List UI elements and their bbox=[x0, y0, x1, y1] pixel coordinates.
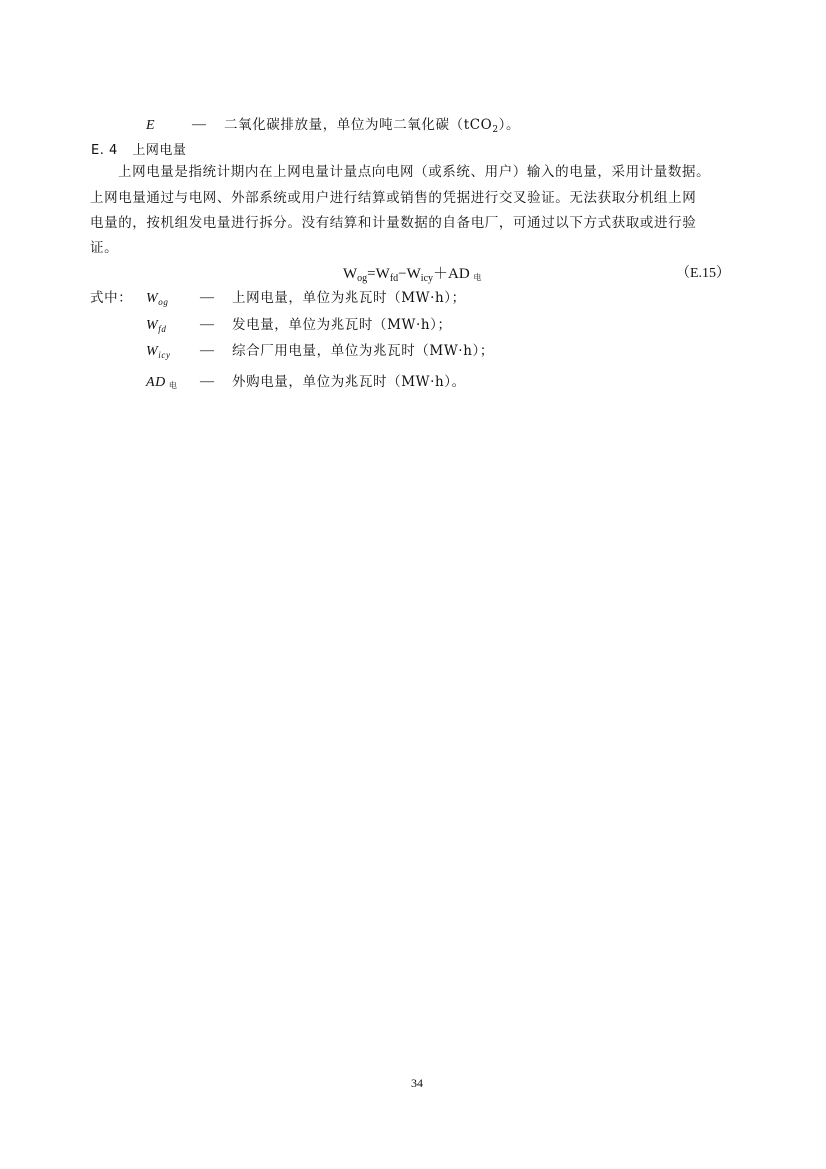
page-number: 34 bbox=[411, 1076, 423, 1090]
equation-label: （E.15） bbox=[676, 266, 731, 281]
paragraph-line-2: 上网电量通过与电网、外部系统或用户进行结算或销售的凭据进行交叉验证。无法获取分机组上网 bbox=[90, 190, 697, 206]
definition-row: $W_{icy}$ — 综合厂用电量，单位为兆瓦时（MW·h）； bbox=[146, 343, 494, 360]
definition-row: $W_{fd}$ — 发电量，单位为兆瓦时（MW·h）； bbox=[146, 317, 452, 334]
definition-row: $W_{og}$ — 上网电量，单位为兆瓦时（MW·h）； bbox=[146, 290, 466, 307]
definition-symbol: E bbox=[146, 118, 156, 133]
prev-definition-row bbox=[146, 115, 746, 136]
paragraph-line-1: 上网电量是指统计期内在上网电量计量点向电网（或系统、用户）输入的电量，采用计量数据。 bbox=[118, 164, 711, 180]
section-title: 上网电量 bbox=[132, 143, 187, 158]
paragraph-line-3: 电量的，按机组发电量进行拆分。没有结算和计量数据的自备电厂，可通过以下方式获取或进行验 bbox=[90, 215, 697, 231]
where-label: 式中： bbox=[90, 290, 133, 306]
definition-row: AD 电 — 外购电量，单位为兆瓦时（MW·h）。 bbox=[146, 374, 466, 390]
equation: $W_{og}=W_{fd}-W_{icy}+AD$ 电 bbox=[343, 266, 482, 284]
definition-dash: — bbox=[192, 117, 207, 132]
section-heading bbox=[91, 139, 186, 158]
definition-text: 二氧化碳排放量，单位为吨二氧化碳（tCO$_2$）。 bbox=[224, 117, 521, 135]
paragraph-line-4: 证。 bbox=[90, 240, 119, 256]
section-number: E. 4 bbox=[91, 143, 118, 158]
